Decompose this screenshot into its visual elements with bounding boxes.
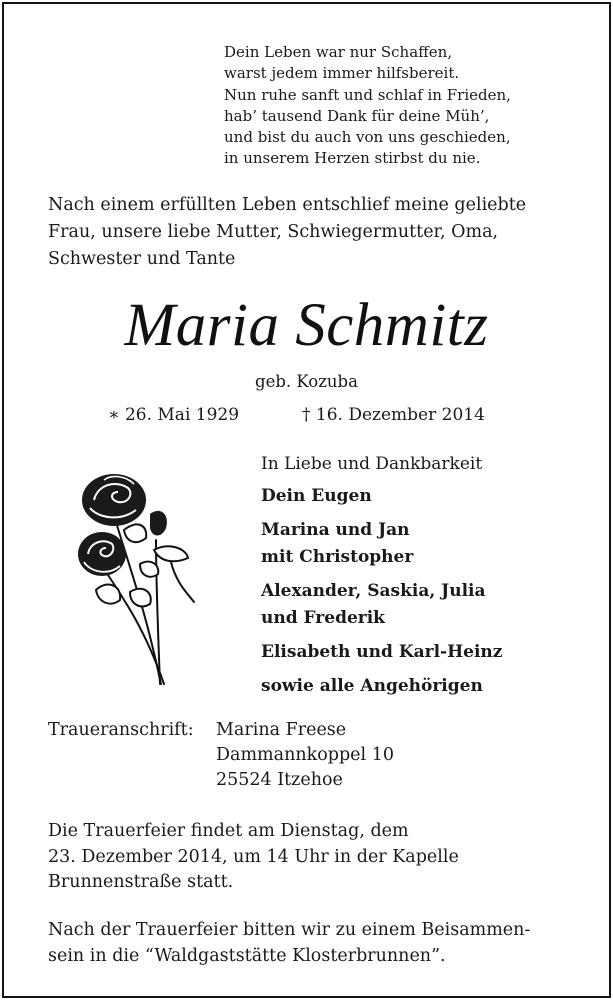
intro-line: Schwester und Tante [48,249,236,269]
mourning-address [48,718,394,793]
mourner-group [261,578,502,632]
ceremony-line: Die Trauerfeier findet am Dienstag, dem [48,821,409,841]
mourner-group [261,673,502,700]
mourners-lead: In Liebe und Dankbarkeit [261,454,483,474]
gathering-line: sein in die “Waldgaststätte Klosterbrunnen”. [48,945,446,966]
poem-line: in unserem Herzen stirbst du nie. [224,149,481,168]
maiden-name: geb. Kozuba [255,372,358,391]
mourner-group [261,639,502,666]
poem-line: hab’ tausend Dank für deine Müh’, [224,106,490,125]
poem [224,42,511,170]
address-line: Marina Freese [216,720,347,740]
obituary-notice [2,2,611,998]
death-date: † 16. Dezember 2014 [302,405,485,425]
poem-line: Nun ruhe sanft und schlaf in Frieden, [224,85,511,104]
poem-line: warst jedem immer hilfsbereit. [224,64,460,83]
intro-text [48,192,588,273]
address-first-line [48,718,394,743]
address-label: Traueranschrift: [48,720,194,740]
mourner-line: Elisabeth und Karl-Heinz [261,642,503,662]
ceremony-info [48,819,459,896]
mourner-group [261,517,502,571]
mourner-line: mit Christopher [261,547,414,567]
mourner-line: sowie alle Angehörigen [261,676,483,696]
rose-icon [76,462,196,692]
mourners-list [261,451,502,707]
mourner-line: Alexander, Saskia, Julia [261,581,486,601]
ceremony-line: 23. Dezember 2014, um 14 Uhr in der Kapelle [48,846,459,867]
gathering-line: Nach der Trauerfeier bitten wir zu einem Beisammen- [48,920,531,940]
poem-line: und bist du auch von uns geschieden, [224,128,511,147]
mourner-line: Marina und Jan [261,520,410,540]
ceremony-line: Brunnenstraße statt. [48,872,234,892]
mourner-line: und Frederik [261,608,385,628]
address-line: 25524 Itzehoe [216,770,343,790]
address-line: Dammannkoppel 10 [216,745,394,765]
mourner-group [261,483,502,510]
birth-date: ∗ 26. Mai 1929 [108,405,240,425]
mourner-line: Dein Eugen [261,486,372,506]
gathering-info [48,918,530,969]
intro-line: Nach einem erfüllten Leben entschlief meine geliebte [48,195,527,215]
intro-line: Frau, unsere liebe Mutter, Schwiegermutter, Oma, [48,222,499,242]
deceased-name: Maria Schmitz [124,292,489,359]
poem-line: Dein Leben war nur Schaffen, [224,43,453,61]
